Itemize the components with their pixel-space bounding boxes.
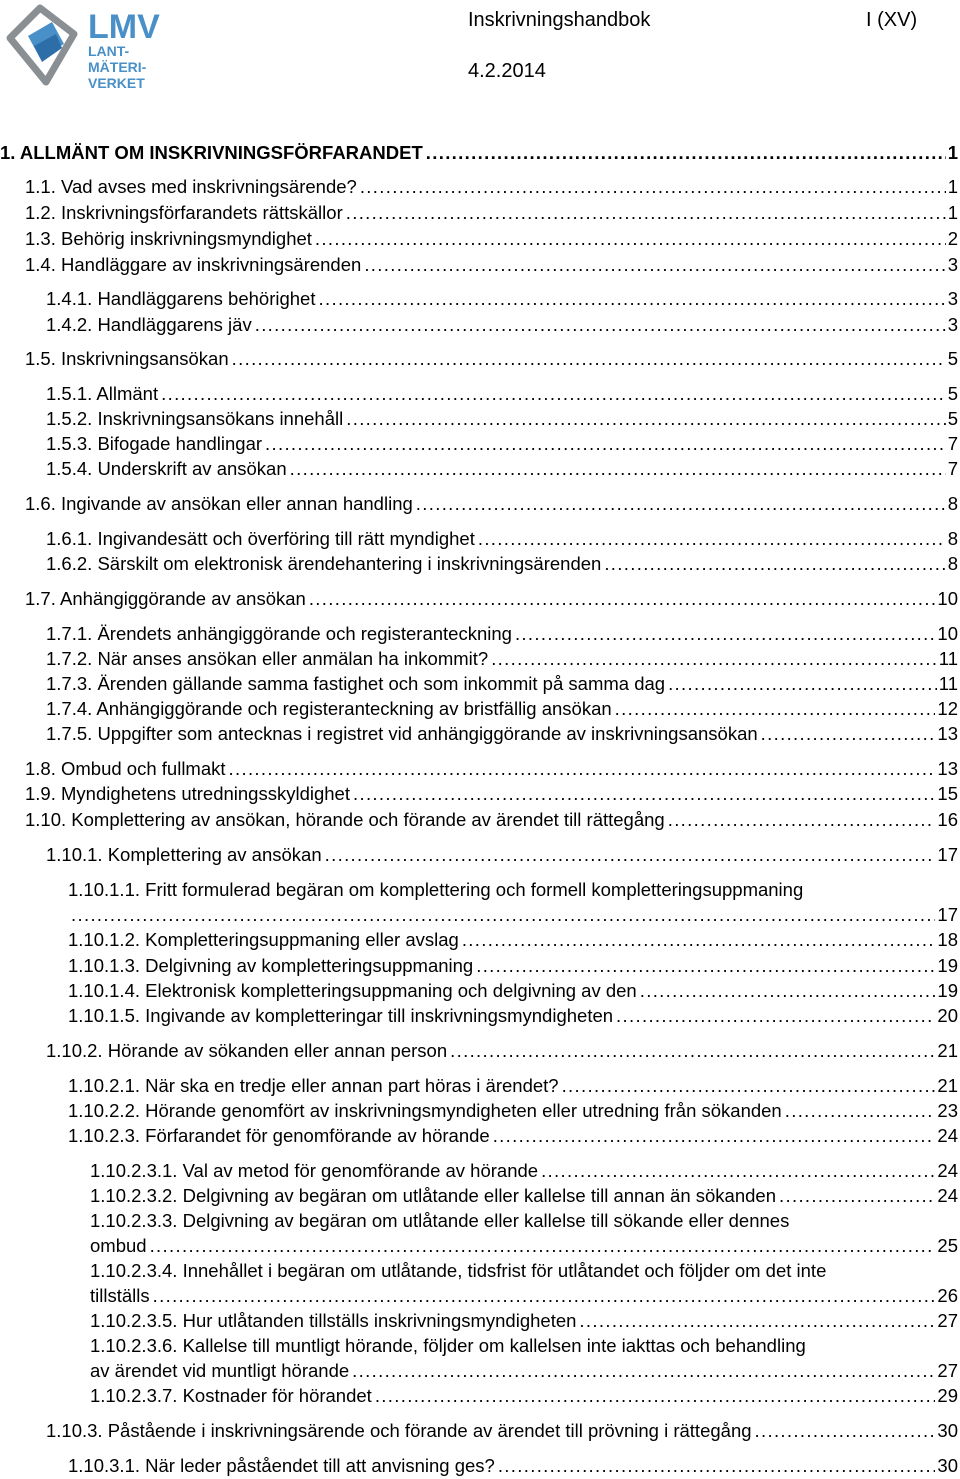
toc-leader-dots	[265, 431, 946, 457]
toc-entry[interactable]	[90, 1158, 958, 1184]
toc-number: 1.7.1.	[46, 623, 98, 644]
toc-entry[interactable]	[46, 646, 958, 672]
toc-number: 1.10.2.2.	[68, 1100, 146, 1121]
toc-number: 1.10.2.3.3.	[90, 1210, 183, 1231]
toc-number: 1.6.	[25, 493, 61, 514]
toc-title: Hörande av sökanden eller annan person	[107, 1040, 448, 1061]
toc-entry[interactable]	[46, 721, 958, 747]
toc-title: Fritt formulerad begäran om komplettering och formell kompletteringsuppmaning	[145, 879, 804, 900]
toc-number: 1.10.1.2.	[68, 929, 146, 950]
toc-number: 1.5.4.	[46, 458, 98, 479]
toc-entry-continuation[interactable]	[90, 1283, 958, 1309]
toc-entry[interactable]	[46, 286, 958, 312]
toc-leader-dots	[309, 586, 936, 612]
toc-page: 23	[937, 1100, 958, 1121]
toc-number: 1.10.1.5.	[68, 1005, 146, 1026]
toc-number: 1.10.2.3.6.	[90, 1335, 183, 1356]
toc-leader-dots	[416, 491, 946, 517]
toc-title: Hörande genomfört av inskrivningsmyndigheten eller utredning från sökanden	[145, 1100, 782, 1121]
toc-number: 1.10.2.3.2.	[90, 1185, 183, 1206]
toc-title: Förfarandet för genomförande av hörande	[145, 1125, 490, 1146]
toc-page: 3	[947, 254, 958, 275]
toc-leader-dots	[562, 1073, 936, 1099]
toc-number: 1.10.2.3.1.	[90, 1160, 183, 1181]
toc-page: 11	[938, 673, 958, 694]
toc-title: Uppgifter som antecknas i registret vid anhängiggörande av inskrivningsansökan	[97, 723, 758, 744]
toc-leader-dots	[346, 200, 946, 226]
toc-entry-continuation[interactable]	[68, 902, 958, 928]
toc-title: Handläggare av inskrivningsärenden	[61, 254, 362, 275]
toc-leader-dots	[668, 671, 937, 697]
toc-number: 1.5.3.	[46, 433, 98, 454]
toc-number: 1.7.2.	[46, 648, 98, 669]
toc-title: Kallelse till muntligt hörande, följder om kallelsen inte iakttas och behandling	[182, 1335, 806, 1356]
toc-page: 21	[937, 1075, 958, 1096]
toc-number: 1.10.1.	[46, 844, 108, 865]
toc-title: Ärendets anhängiggörande och registeranteckning	[97, 623, 512, 644]
toc-number: 1.8.	[25, 758, 61, 779]
toc-number: 1.	[0, 142, 20, 163]
toc-page: 3	[947, 288, 958, 309]
toc-number: 1.6.2.	[46, 553, 98, 574]
toc-entry[interactable]	[46, 621, 958, 647]
toc-entry[interactable]	[90, 1308, 958, 1334]
toc-page: 29	[937, 1385, 958, 1406]
toc-entry[interactable]	[68, 1123, 958, 1149]
toc-leader-dots	[668, 807, 936, 833]
toc-page: 10	[937, 588, 958, 609]
toc-title: Ingivande av ansökan eller annan handling	[61, 493, 413, 514]
toc-title: Hur utlåtanden tillställs inskrivningsmyndigheten	[182, 1310, 577, 1331]
toc-page: 24	[937, 1160, 958, 1181]
toc-page: 5	[947, 348, 958, 369]
toc-page: 11	[938, 648, 958, 669]
toc-title: Delgivning av begäran om utlåtande eller kallelse till sökande eller dennes	[182, 1210, 790, 1231]
toc-page: 8	[947, 528, 958, 549]
toc-title: Ingivandesätt och överföring till rätt myndighet	[97, 528, 475, 549]
toc-entry[interactable]	[68, 978, 958, 1004]
toc-entry[interactable]	[68, 1003, 958, 1029]
toc-title-continued: ombud	[90, 1235, 147, 1256]
toc-number: 1.10.2.3.7.	[90, 1385, 183, 1406]
toc-page: 30	[937, 1420, 958, 1441]
toc-page: 26	[937, 1285, 958, 1306]
lmv-logo	[4, 4, 164, 96]
toc-leader-dots	[579, 1308, 935, 1334]
toc-title: Särskilt om elektronisk ärendehantering i inskrivningsärenden	[97, 553, 602, 574]
toc-leader-dots	[319, 286, 946, 312]
toc-title: Påstående i inskrivningsärende och förande av ärendet till prövning i rättegång	[107, 1420, 752, 1441]
toc-title: Elektronisk kompletteringsuppmaning och delgivning av den	[145, 980, 637, 1001]
toc-entry[interactable]	[25, 252, 958, 278]
toc-number: 1.5.2.	[46, 408, 98, 429]
toc-entry[interactable]	[25, 346, 958, 372]
toc-entry[interactable]	[46, 551, 958, 577]
toc-number: 1.3.	[25, 228, 61, 249]
toc-number: 1.10.2.3.4.	[90, 1260, 183, 1281]
toc-page: 1	[947, 142, 958, 163]
toc-leader-dots	[779, 1183, 935, 1209]
toc-title: Kostnader för hörandet	[182, 1385, 372, 1406]
toc-page: 5	[947, 408, 958, 429]
toc-entry-line[interactable]	[90, 1333, 806, 1359]
toc-number: 1.10.2.3.5.	[90, 1310, 183, 1331]
toc-title: Innehållet i begäran om utlåtande, tidsfrist för utlåtandet och följder om det inte	[182, 1260, 827, 1281]
toc-entry[interactable]	[25, 491, 958, 517]
toc-leader-dots	[604, 551, 945, 577]
toc-entry[interactable]	[68, 1098, 958, 1124]
toc-page: 17	[937, 844, 958, 865]
toc-title-continued: tillställs	[90, 1285, 150, 1306]
logo-line-2: MÄTERI-	[88, 59, 147, 75]
toc-entry-continuation[interactable]	[90, 1358, 958, 1384]
toc-entry[interactable]	[25, 200, 958, 226]
toc-leader-dots	[640, 978, 936, 1004]
toc-entry[interactable]	[46, 842, 958, 868]
toc-entry[interactable]	[68, 1073, 958, 1099]
toc-leader-dots	[491, 646, 937, 672]
toc-leader-dots	[161, 381, 946, 407]
toc-number: 1.4.1.	[46, 288, 98, 309]
toc-page: 27	[937, 1360, 958, 1381]
toc-entry[interactable]	[46, 526, 958, 552]
toc-number: 1.10.3.	[46, 1420, 108, 1441]
toc-entry[interactable]	[25, 226, 958, 252]
toc-number: 1.10.1.3.	[68, 955, 146, 976]
toc-page: 27	[937, 1310, 958, 1331]
toc-entry[interactable]	[0, 140, 958, 166]
toc-title: Ombud och fullmakt	[61, 758, 226, 779]
toc-page: 19	[937, 980, 958, 1001]
toc-page: 21	[937, 1040, 958, 1061]
toc-title: Inskrivningsansökans innehåll	[97, 408, 344, 429]
toc-leader-dots	[476, 953, 935, 979]
toc-title: Anhängiggörande av ansökan	[59, 588, 306, 609]
toc-title: Behörig inskrivningsmyndighet	[61, 228, 312, 249]
toc-page: 1	[947, 202, 958, 223]
toc-page: 18	[937, 929, 958, 950]
toc-entry[interactable]	[46, 406, 958, 432]
toc-entry[interactable]	[46, 431, 958, 457]
toc-entry-line[interactable]	[90, 1208, 789, 1234]
toc-page: 8	[947, 493, 958, 514]
toc-entry[interactable]	[25, 174, 958, 200]
toc-entry[interactable]	[68, 927, 958, 953]
toc-title: Myndighetens utredningsskyldighet	[61, 783, 350, 804]
toc-title: Delgivning av kompletteringsuppmaning	[145, 955, 474, 976]
toc-page: 12	[937, 698, 958, 719]
logo-line-1: LANT-	[88, 43, 130, 59]
toc-title: Kompletteringsuppmaning eller avslag	[145, 929, 459, 950]
toc-leader-dots	[325, 842, 936, 868]
toc-leader-dots	[360, 174, 946, 200]
toc-entry-continuation[interactable]	[90, 1233, 958, 1259]
toc-number: 1.9.	[25, 783, 61, 804]
toc-entry[interactable]	[46, 381, 958, 407]
toc-entry[interactable]	[46, 1038, 958, 1064]
toc-number: 1.7.4.	[46, 698, 97, 719]
toc-title: Allmänt	[96, 383, 159, 404]
toc-leader-dots	[450, 1038, 935, 1064]
toc-title: Underskrift av ansökan	[97, 458, 287, 479]
page-number: I (XV)	[866, 9, 918, 31]
toc-number: 1.5.1.	[46, 383, 97, 404]
toc-title: Ärenden gällande samma fastighet och som inkommit på samma dag	[97, 673, 666, 694]
document-date: 4.2.2014	[468, 60, 546, 82]
toc-title: När ska en tredje eller annan part höras i ärendet?	[145, 1075, 559, 1096]
toc-title: Inskrivningsförfarandets rättskällor	[61, 202, 343, 223]
toc-entry[interactable]	[68, 953, 958, 979]
toc-page: 24	[937, 1125, 958, 1146]
toc-entry[interactable]	[25, 756, 958, 782]
toc-page: 24	[937, 1185, 958, 1206]
toc-page: 13	[937, 758, 958, 779]
toc-leader-dots	[153, 1283, 936, 1309]
toc-title: Vad avses med inskrivningsärende?	[61, 176, 357, 197]
toc-leader-dots	[346, 406, 945, 432]
toc-page: 20	[937, 1005, 958, 1026]
toc-leader-dots	[615, 696, 936, 722]
toc-page: 2	[947, 228, 958, 249]
toc-page: 30	[937, 1455, 958, 1476]
toc-entry[interactable]	[25, 807, 958, 833]
toc-leader-dots	[541, 1158, 935, 1184]
toc-leader-dots	[352, 1358, 935, 1384]
toc-number: 1.10.2.3.	[68, 1125, 146, 1146]
toc-leader-dots	[498, 1453, 936, 1479]
toc-title: Komplettering av ansökan, hörande och förande av ärendet till rättegång	[71, 809, 665, 830]
toc-entry[interactable]	[25, 586, 958, 612]
toc-title-continued: av ärendet vid muntligt hörande	[90, 1360, 350, 1381]
toc-title: Ingivande av kompletteringar till inskrivningsmyndigheten	[145, 1005, 614, 1026]
toc-leader-dots	[755, 1418, 936, 1444]
toc-page: 16	[937, 809, 958, 830]
toc-entry-line[interactable]	[68, 877, 803, 903]
toc-leader-dots	[462, 927, 936, 953]
toc-title: När leder påståendet till att anvisning ges?	[145, 1455, 495, 1476]
toc-number: 1.4.2.	[46, 314, 98, 335]
toc-title: Handläggarens jäv	[97, 314, 252, 335]
toc-title: När anses ansökan eller anmälan ha inkommit?	[97, 648, 489, 669]
toc-leader-dots	[315, 226, 946, 252]
toc-number: 1.10.2.1.	[68, 1075, 146, 1096]
document-title: Inskrivningshandbok	[468, 9, 651, 31]
toc-page: 5	[947, 383, 958, 404]
toc-title: Delgivning av begäran om utlåtande eller kallelse till annan än sökanden	[182, 1185, 776, 1206]
toc-page: 10	[937, 623, 958, 644]
toc-leader-dots	[426, 140, 946, 166]
toc-title: Val av metod för genomförande av hörande	[182, 1160, 539, 1181]
toc-number: 1.2.	[25, 202, 61, 223]
toc-title: Handläggarens behörighet	[97, 288, 316, 309]
toc-page: 15	[937, 783, 958, 804]
toc-leader-dots	[232, 346, 946, 372]
toc-entry[interactable]	[46, 456, 958, 482]
toc-page: 7	[947, 458, 958, 479]
toc-page: 17	[937, 904, 958, 925]
toc-page: 8	[947, 553, 958, 574]
toc-leader-dots	[515, 621, 935, 647]
toc-number: 1.5.	[25, 348, 61, 369]
logo-line-3: VERKET	[88, 75, 145, 91]
toc-entry[interactable]	[46, 696, 958, 722]
toc-entry[interactable]	[46, 671, 958, 697]
toc-number: 1.10.	[25, 809, 72, 830]
toc-title: Bifogade handlingar	[97, 433, 263, 454]
logo-emblem-icon	[10, 8, 74, 82]
toc-entry-line[interactable]	[90, 1258, 826, 1284]
toc-leader-dots	[761, 721, 936, 747]
toc-leader-dots	[229, 756, 936, 782]
toc-page: 19	[937, 955, 958, 976]
toc-page: 13	[937, 723, 958, 744]
toc-page: 1	[947, 176, 958, 197]
toc-leader-dots	[150, 1233, 936, 1259]
toc-number: 1.10.3.1.	[68, 1455, 146, 1476]
toc-number: 1.7.	[25, 588, 60, 609]
toc-title: Anhängiggörande och registeranteckning av bristfällig ansökan	[96, 698, 612, 719]
toc-number: 1.10.2.	[46, 1040, 108, 1061]
toc-page: 25	[937, 1235, 958, 1256]
toc-entry[interactable]	[25, 781, 958, 807]
toc-page: 3	[947, 314, 958, 335]
toc-entry[interactable]	[90, 1383, 958, 1409]
toc-leader-dots	[255, 312, 946, 338]
toc-number: 1.7.3.	[46, 673, 98, 694]
toc-number: 1.1.	[25, 176, 61, 197]
toc-entry[interactable]	[90, 1183, 958, 1209]
toc-leader-dots	[493, 1123, 936, 1149]
toc-number: 1.7.5.	[46, 723, 98, 744]
toc-number: 1.4.	[25, 254, 61, 275]
toc-number: 1.6.1.	[46, 528, 98, 549]
toc-leader-dots	[616, 1003, 935, 1029]
toc-leader-dots	[375, 1383, 936, 1409]
toc-leader-dots	[290, 456, 946, 482]
toc-number: 1.10.1.1.	[68, 879, 146, 900]
logo-lmv-text: LMV	[88, 8, 160, 46]
toc-entry[interactable]	[46, 1418, 958, 1444]
toc-leader-dots	[71, 902, 935, 928]
toc-title: ALLMÄNT OM INSKRIVNINGSFÖRFARANDET	[19, 142, 423, 163]
toc-leader-dots	[785, 1098, 936, 1124]
toc-leader-dots	[353, 781, 935, 807]
toc-entry[interactable]	[68, 1453, 958, 1479]
toc-page: 7	[947, 433, 958, 454]
toc-title: Inskrivningsansökan	[61, 348, 229, 369]
toc-leader-dots	[364, 252, 945, 278]
toc-title: Komplettering av ansökan	[107, 844, 322, 865]
toc-leader-dots	[478, 526, 946, 552]
toc-entry[interactable]	[46, 312, 958, 338]
toc-number: 1.10.1.4.	[68, 980, 146, 1001]
